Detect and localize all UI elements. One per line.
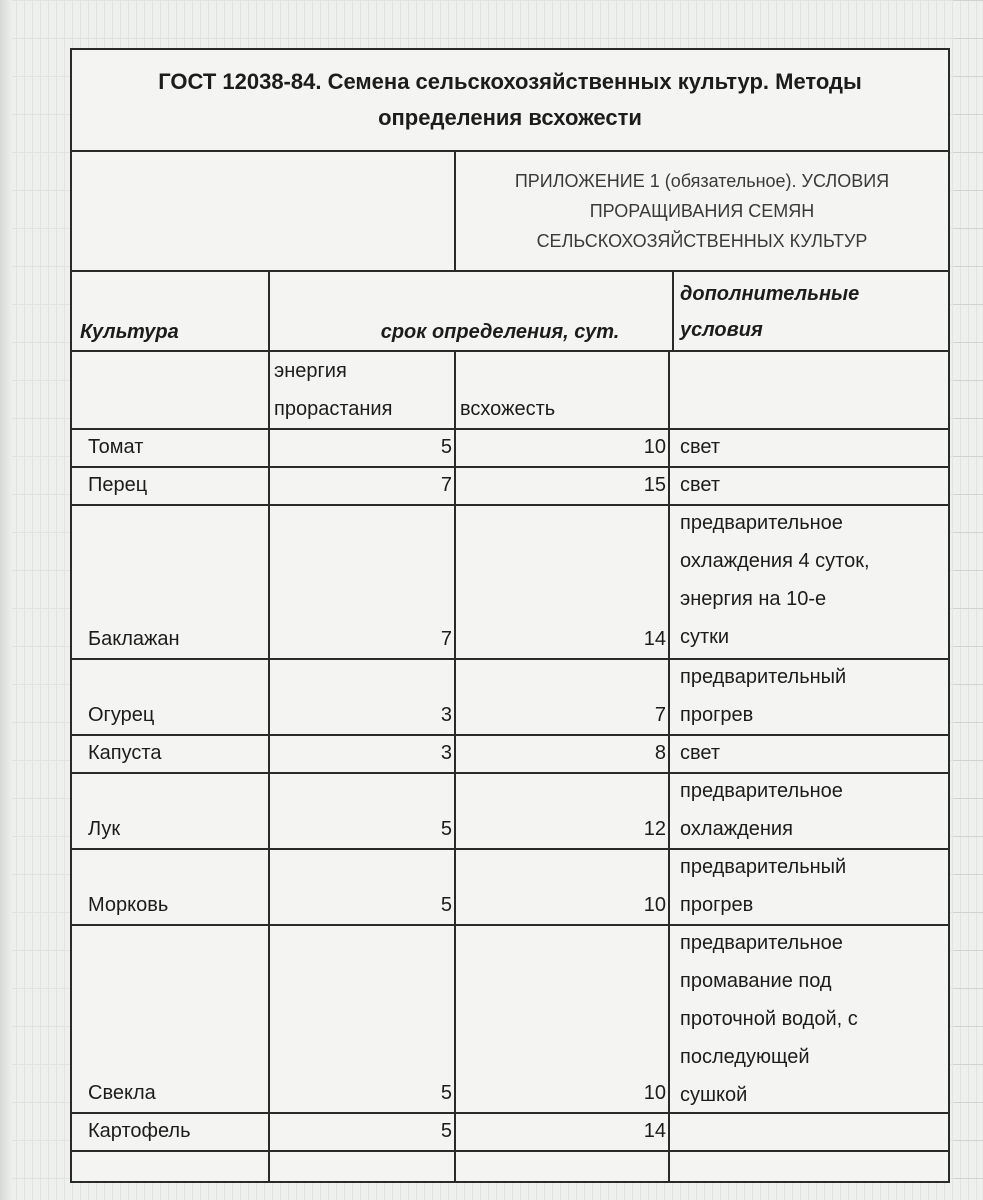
cell-culture: Огурец [88, 704, 155, 726]
condition-line: проточной водой, с [680, 1008, 858, 1030]
header-period-text: срок определения, сут. [380, 321, 620, 343]
row-border [72, 924, 948, 926]
cell-energy: 5 [440, 1082, 452, 1104]
cell-conditions [674, 504, 948, 658]
cell-germination: 12 [643, 818, 666, 840]
cell-conditions [674, 924, 948, 1112]
row-border [72, 428, 948, 430]
cell-energy: 3 [440, 742, 452, 764]
header-conditions-line2: условия [680, 319, 763, 341]
row-border [72, 848, 948, 850]
row-border [72, 504, 948, 506]
condition-line: промавание под [680, 970, 832, 992]
cell-culture: Томат [88, 436, 144, 458]
cell-conditions [674, 734, 948, 772]
column-border [268, 270, 270, 1183]
condition-line: сушкой [680, 1084, 748, 1106]
cell-germination: 10 [643, 894, 666, 916]
condition-line: предварительное [680, 932, 843, 954]
condition-line: прогрев [680, 704, 754, 726]
column-border [672, 270, 674, 350]
row-border [72, 466, 948, 468]
header-period [268, 272, 672, 350]
gost-table [70, 48, 950, 1183]
header-energy [274, 352, 454, 428]
header-energy-line1: энергия [274, 360, 347, 382]
condition-line: сутки [680, 626, 730, 648]
sheet-left-edge [0, 0, 12, 1200]
row-border [72, 658, 948, 660]
condition-line: свет [680, 742, 721, 764]
cell-germination: 7 [654, 704, 666, 726]
cell-conditions [674, 466, 948, 504]
cell-culture: Свекла [88, 1082, 156, 1104]
cell-germination [456, 1150, 670, 1188]
cell-culture: Перец [88, 474, 148, 496]
condition-line: энергия на 10-е [680, 588, 827, 610]
condition-line: последующей [680, 1046, 810, 1068]
cell-conditions [674, 1150, 948, 1188]
cell-culture: Лук [88, 818, 121, 840]
cell-culture [80, 1150, 272, 1188]
header-energy-line2: прорастания [274, 398, 393, 420]
cell-culture: Морковь [88, 894, 169, 916]
cell-conditions [674, 848, 948, 924]
condition-line: свет [680, 474, 721, 496]
cell-germination: 14 [643, 1120, 666, 1142]
row-border [72, 350, 268, 352]
table-title: ГОСТ 12038-84. Семена сельскохозяйственных культур. Методы определения всхожести [158, 69, 862, 130]
header-germination: всхожесть [460, 398, 556, 420]
cell-conditions [674, 1112, 948, 1150]
cell-germination: 8 [654, 742, 666, 764]
cell-energy [272, 1150, 456, 1188]
header-culture: Культура [80, 321, 179, 343]
condition-line: свет [680, 436, 721, 458]
condition-line: предварительный [680, 856, 847, 878]
cell-conditions [674, 772, 948, 848]
sheet-right-edge [953, 0, 983, 1200]
cell-culture: Картофель [88, 1120, 191, 1142]
cell-culture: Капуста [88, 742, 162, 764]
cell-culture: Баклажан [88, 628, 180, 650]
row-border [72, 150, 948, 152]
cell-germination: 10 [643, 1082, 666, 1104]
column-border [668, 350, 670, 1183]
cell-energy: 7 [440, 628, 452, 650]
condition-line: предварительный [680, 666, 847, 688]
cell-energy: 5 [440, 436, 452, 458]
cell-conditions [674, 428, 948, 466]
cell-energy: 3 [440, 704, 452, 726]
header-conditions [680, 276, 948, 352]
header-conditions-line1: дополнительные [680, 283, 860, 305]
cell-conditions [674, 658, 948, 734]
cell-germination: 10 [643, 436, 666, 458]
row-border [72, 270, 948, 272]
row-border [268, 350, 948, 352]
cell-energy: 5 [440, 818, 452, 840]
cell-energy: 5 [440, 1120, 452, 1142]
cell-germination: 15 [643, 474, 666, 496]
cell-germination: 14 [643, 628, 666, 650]
condition-line: предварительное [680, 512, 843, 534]
cell-energy: 5 [440, 894, 452, 916]
row-border [72, 1112, 948, 1114]
condition-line: прогрев [680, 894, 754, 916]
condition-line: охлаждения 4 суток, [680, 550, 870, 572]
column-border [454, 350, 456, 1183]
row-border [72, 1150, 948, 1152]
cell-energy: 7 [440, 474, 452, 496]
appendix-title: ПРИЛОЖЕНИЕ 1 (обязательное). УСЛОВИЯ ПРОРАЩИВАНИЯ СЕМЯН СЕЛЬСКОХОЗЯЙСТВЕННЫХ КУЛЬТУР [514, 171, 890, 251]
condition-line: охлаждения [680, 818, 793, 840]
row-border [72, 734, 948, 736]
column-border [454, 150, 456, 270]
condition-line: предварительное [680, 780, 843, 802]
row-border [72, 772, 948, 774]
